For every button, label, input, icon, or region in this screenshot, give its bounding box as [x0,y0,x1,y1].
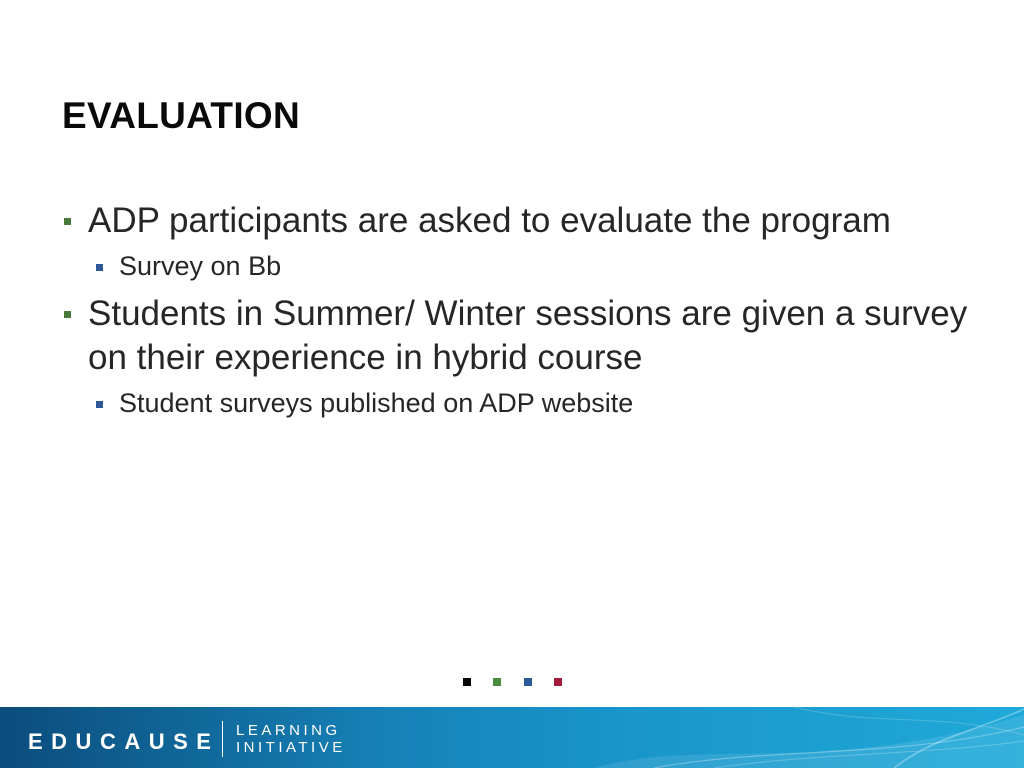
sub-bullet-item [62,249,982,283]
initiative-line-2: INITIATIVE [236,739,346,756]
footer-bar [0,707,1024,768]
blue-square-icon [524,678,532,686]
red-square-icon [554,678,562,686]
educause-logo: EDUCAUSE [28,729,220,754]
bullet-text: Students in Summer/ Winter sessions are given a survey on their experience in hybrid course [88,294,968,377]
square-bullet-icon [64,311,71,318]
initiative-line-1: LEARNING [236,722,341,739]
square-bullet-icon [96,264,103,271]
slide-title: EVALUATION [62,95,301,136]
sub-bullet-item [62,386,982,420]
bullet-text: ADP participants are asked to evaluate the program [88,201,891,240]
sub-bullet-text: Survey on Bb [119,251,282,281]
square-bullet-icon [96,401,103,408]
bullet-item [62,292,982,380]
bullet-item [62,199,982,243]
wave-pattern-icon [594,707,1024,768]
bullet-list [62,190,982,420]
square-bullet-icon [64,218,71,225]
sub-bullet-text: Student surveys published on ADP website [119,388,634,418]
green-square-icon [493,678,501,686]
logo-divider [222,721,223,757]
learning-initiative-logo [236,722,346,756]
black-square-icon [463,678,471,686]
